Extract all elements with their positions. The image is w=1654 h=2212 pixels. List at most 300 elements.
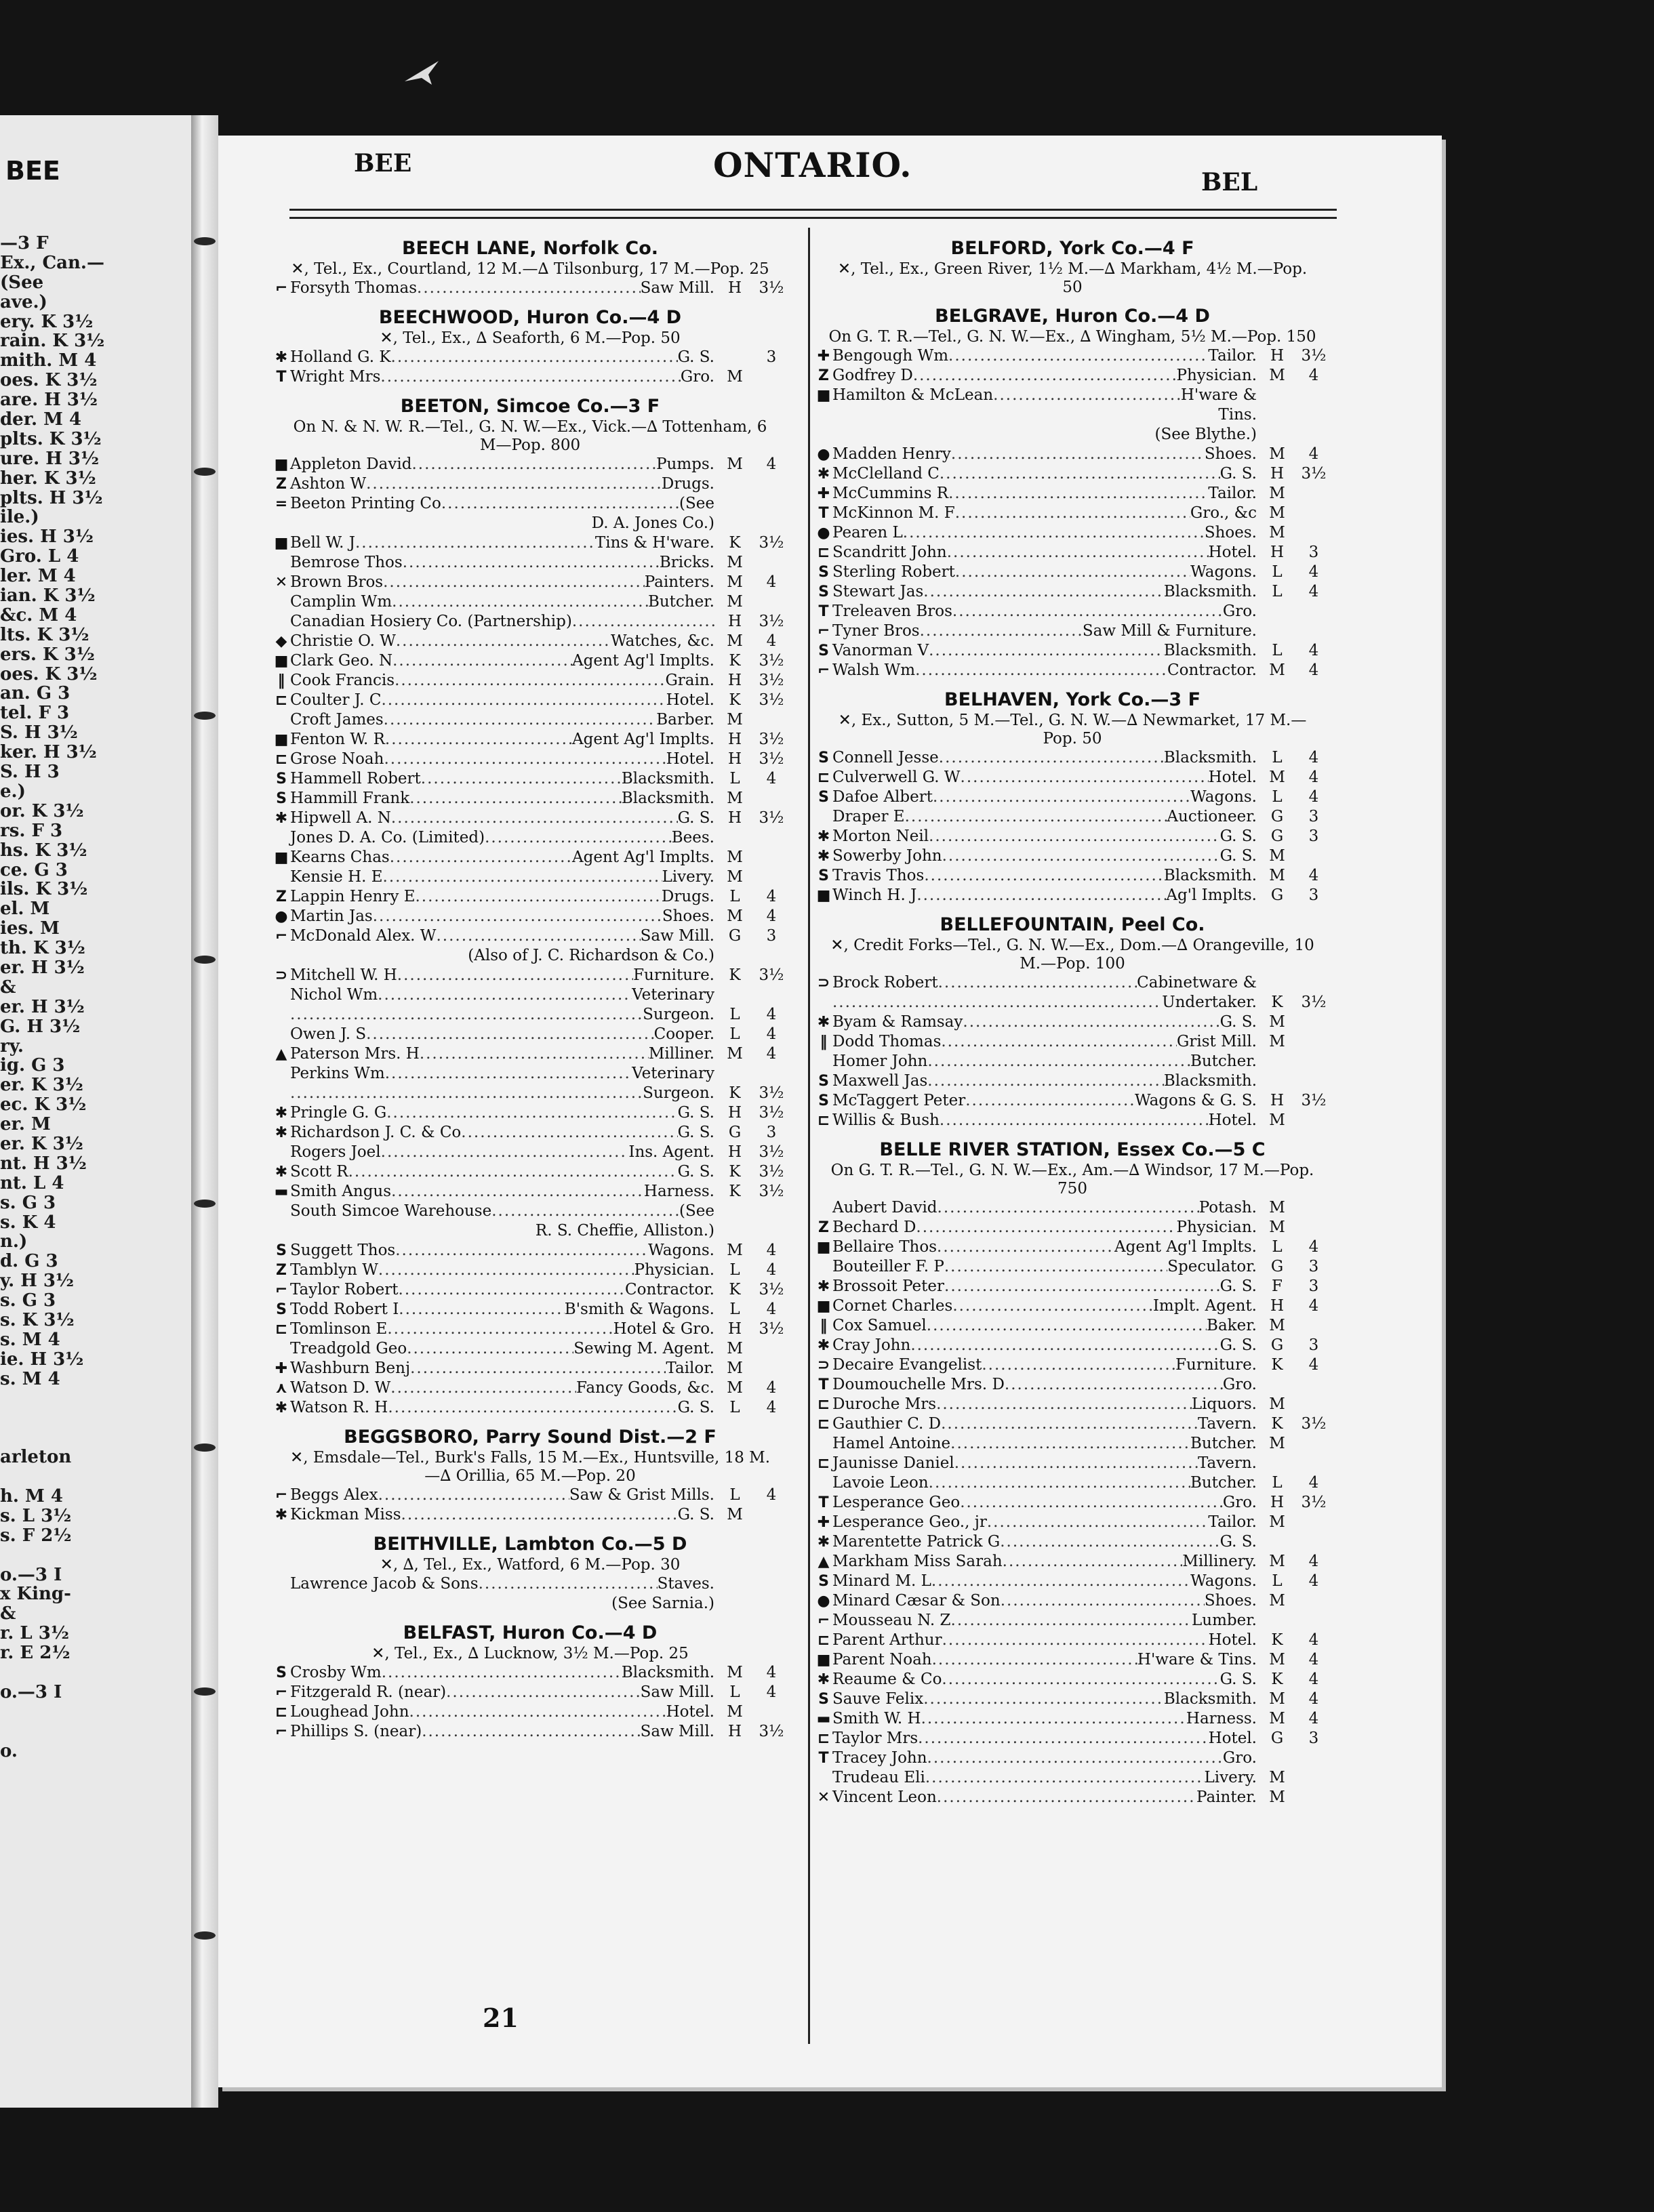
leader-dots [392,651,572,671]
capital-class: 4 [1308,769,1319,786]
business-entry [273,1261,788,1280]
capital-class: 3 [766,927,777,945]
business-entry [273,691,788,710]
capital-class: 3 [1308,1336,1319,1354]
business-trade: Agent Ag'l Implts. [1114,1238,1257,1256]
business-entry [273,1143,788,1162]
capital-class: 4 [1308,1710,1319,1727]
trade-symbol: T [276,369,287,386]
business-trade: Drugs. [661,475,714,493]
credit-rating: L [729,1399,740,1416]
trade-symbol: ✚ [817,348,830,365]
business-trade: Harness. [1186,1710,1257,1727]
business-trade: G. S. [677,1506,714,1523]
business-name: Minard Cæsar & Son [832,1592,1001,1610]
trade-symbol: T [818,1750,829,1767]
capital-class: 4 [766,1242,777,1259]
business-trade: Tailor. [1208,347,1257,365]
capital-class: 4 [1308,445,1319,463]
credit-rating: K [729,1183,741,1200]
business-entry [815,1473,1330,1493]
business-entry [815,582,1330,602]
credit-rating: K [729,1084,741,1102]
business-name: Markham Miss Sarah [832,1553,1003,1570]
credit-rating: M [1269,1769,1285,1786]
business-trade: B'smith & Wagons. [564,1300,714,1318]
trade-symbol: S [818,642,829,659]
facing-page-line: nt. H 3½ [0,1153,87,1174]
business-trade: Drugs. [661,888,714,905]
leader-dots [403,553,660,573]
business-entry [815,1355,1330,1375]
trade-symbol: ⊏ [817,544,830,561]
facing-page-line: or. K 3½ [0,801,84,821]
business-trade: Butcher. [1190,1052,1257,1070]
facing-page-line: n.) [0,1232,28,1252]
credit-rating: M [1269,1111,1285,1129]
trade-symbol: ⊏ [275,692,288,709]
business-name: Bellaire Thos [832,1238,937,1256]
credit-rating: H [727,672,742,689]
business-trade: Blacksmith. [1163,642,1257,659]
business-trade: Lumber. [1191,1612,1257,1629]
leader-dots [961,768,1209,787]
trade-symbol: ■ [274,456,289,473]
credit-rating: K [1271,1631,1283,1649]
trade-symbol: Z [818,367,829,384]
leader-dots [392,592,648,612]
business-trade: Blacksmith. [1163,1690,1257,1708]
capital-class: 3 [1308,1729,1319,1747]
trade-symbol: ⊏ [817,1396,830,1413]
business-trade: (See [679,495,714,512]
trade-symbol: S [276,790,287,807]
leader-dots [385,730,572,750]
business-name: Travis Thos [832,867,925,884]
business-trade: Bees. [671,829,714,846]
business-entry [273,573,788,592]
facing-page-line: plts. H 3½ [0,488,103,508]
business-name: Paterson Mrs. H [290,1045,420,1063]
credit-rating: M [1269,485,1285,502]
credit-rating: F [1272,1277,1283,1295]
place-listing [273,1622,788,1742]
trade-symbol: ■ [816,1298,831,1315]
trade-symbol: ⊃ [817,975,830,991]
leader-dots [951,445,1205,464]
leader-dots [572,612,714,632]
credit-rating: M [1269,367,1285,384]
facing-page-line: o.—3 I [0,1565,62,1585]
business-trade: G. S. [1219,827,1257,845]
business-name: Reaume & Co [832,1671,942,1688]
business-name: Hammill Frank [290,790,410,807]
business-entry [815,523,1330,543]
business-trade: Tins & H'ware. [594,534,714,552]
business-entry [815,1012,1330,1032]
business-entry [273,348,788,367]
facing-page-line: ies. M [0,919,60,939]
business-entry [815,1532,1330,1552]
trade-symbol: ⌐ [275,1723,288,1740]
credit-rating: M [727,907,743,925]
capital-class: 4 [1308,749,1319,766]
business-entry [273,1398,788,1418]
capital-class: 3 [1308,827,1319,845]
business-entry [815,1395,1330,1414]
trade-symbol: ✱ [817,1534,830,1551]
facing-page-line: rain. K 3½ [0,331,105,352]
business-entry [273,808,788,828]
business-entry [815,1454,1330,1473]
leader-dots [952,1296,1153,1316]
credit-rating: G [1270,827,1284,845]
business-name: South Simcoe Warehouse [290,1202,492,1220]
header-rule [289,209,1337,211]
credit-rating: H [727,613,742,630]
place-heading: BELLEFOUNTAIN, Peel Co. [940,914,1205,935]
business-entry [815,366,1330,386]
leader-dots [955,504,1190,523]
trade-symbol: ▲ [275,1046,287,1063]
facing-page-line: s. K 3½ [0,1310,75,1330]
business-name: Mousseau N. Z [832,1612,951,1629]
column-left [273,237,788,1750]
credit-rating: M [727,554,743,571]
business-entry [815,993,1330,1012]
leader-dots [384,710,657,730]
credit-rating: M [727,1359,743,1377]
leader-dots [929,827,1220,846]
business-name: Camplin Wm [290,593,392,611]
trade-symbol: ⌐ [817,623,830,640]
trade-symbol: ⊏ [275,751,288,768]
business-entry [815,1709,1330,1729]
credit-rating: M [1269,1592,1285,1610]
business-trade: Shoes. [1204,524,1257,541]
trade-symbol: Z [276,1262,287,1279]
credit-rating: M [727,1045,743,1063]
capital-class: 4 [766,1025,777,1043]
business-name: Gauthier C. D [832,1415,942,1433]
place-heading: BEECHWOOD, Huron Co.—4 D [378,307,682,328]
leader-dots [409,1702,666,1722]
business-trade: Cabinetware & [1137,974,1257,991]
trade-symbol: ✱ [275,1164,288,1181]
credit-rating: L [729,1006,740,1023]
business-entry [273,1722,788,1742]
leader-dots [390,1378,576,1398]
business-name: Dodd Thomas [832,1033,942,1050]
facing-page-line: ker. H 3½ [0,743,97,763]
trade-symbol: ▬ [816,1711,831,1727]
credit-rating: K [729,691,741,709]
binding-stitch [194,1200,216,1208]
business-name: Phillips S. (near) [290,1723,422,1740]
directory-page [218,136,1442,2087]
business-trade: Milliner. [648,1045,714,1063]
business-trade: Cooper. [653,1025,714,1043]
facing-page-line: Gro. L 4 [0,547,79,567]
business-name: Willis & Bush [832,1111,940,1129]
place-listing [815,305,1330,680]
trade-symbol: ✕ [817,1789,830,1806]
trade-symbol: S [276,771,287,787]
trade-symbol: S [276,1301,287,1318]
business-trade: Gro. [1222,1494,1257,1511]
business-name: Appleton David [290,455,412,473]
trade-symbol: ■ [816,887,831,904]
leader-dots [391,808,678,828]
business-name: Treleaven Bros [832,602,952,620]
leader-dots [382,1663,622,1683]
trade-symbol: ✱ [275,1507,288,1523]
business-entry [273,1103,788,1123]
leader-dots [417,279,641,298]
business-trade: G. S. [677,809,714,827]
business-trade: Hotel. [666,750,714,768]
business-entry [273,1574,788,1594]
business-name: Rogers Joel [290,1143,381,1161]
facing-page-line: der. M 4 [0,410,82,430]
business-trade: G. S. [677,1104,714,1122]
capital-class: 3½ [759,279,784,297]
facing-page-line: tel. F 3 [0,703,70,724]
leader-dots [942,1670,1219,1689]
business-name: Jaunisse Daniel [832,1454,954,1472]
capital-class: 4 [1308,661,1319,679]
leader-dots [987,1513,1209,1532]
business-trade: Saw Mill. [640,1683,714,1701]
business-name: Draper E [832,808,905,825]
capital-class: 3 [1308,544,1319,561]
business-trade: Shoes. [662,907,714,925]
facing-page-fragment [0,115,203,2108]
business-trade: Veterinary [632,1065,714,1082]
facing-page-line [0,1702,200,1722]
leader-dots [951,1611,1192,1631]
credit-rating: M [1269,1690,1285,1708]
facing-page-line: G. H 3½ [0,1017,81,1037]
business-name: Canadian Hosiery Co. (Partnership) [290,613,572,630]
business-trade: G. S. [1219,1336,1257,1354]
business-entry [815,886,1330,905]
business-entry [273,1378,788,1398]
business-trade: G. S. [677,1163,714,1181]
facing-page-line: oes. K 3½ [0,664,98,684]
leader-dots [942,1631,1209,1650]
credit-rating: H [1270,1494,1285,1511]
credit-rating: H [727,279,742,297]
leader-dots [955,562,1190,582]
business-name: Treadgold Geo [290,1340,407,1357]
capital-class: 3½ [759,1723,784,1740]
business-entry [815,602,1330,621]
capital-class: 3½ [759,750,784,768]
business-entry [273,651,788,671]
trade-symbol: S [818,1073,829,1090]
business-trade: Blacksmith. [621,790,714,807]
business-name: Doumouchelle Mrs. D [832,1376,1005,1393]
facing-page-line: th. K 3½ [0,939,85,958]
facing-page-line: rs. F 3 [0,821,63,841]
trade-symbol: ‖ [820,1033,828,1050]
business-name: Suggett Thos [290,1242,396,1259]
credit-rating: L [1272,563,1283,581]
credit-rating: M [727,1703,743,1721]
place-heading: BELGRAVE, Huron Co.—4 D [935,306,1210,327]
business-entry [815,386,1330,405]
credit-rating: M [727,632,743,650]
business-entry [815,866,1330,886]
facing-page-line: ies. H 3½ [0,527,94,548]
place-description: ✕, ∆, Tel., Ex., Watford, 6 M.—Pop. 30 [380,1556,681,1574]
trade-symbol: S [818,1092,829,1109]
business-name: Grose Noah [290,750,384,768]
trade-symbol: ✱ [275,1124,288,1141]
business-name: Brossoit Peter [832,1277,945,1295]
business-entry [815,661,1330,680]
business-entry [815,1513,1330,1532]
trade-symbol: ● [817,525,830,541]
business-name: Watson R. H [290,1399,388,1416]
business-entry [815,1032,1330,1052]
capital-class: 3 [1308,886,1319,904]
business-entry [815,1316,1330,1336]
facing-page-line: s. F 2½ [0,1525,72,1546]
trade-symbol: S [818,1573,829,1590]
leader-dots [965,1091,1135,1111]
business-entry [815,621,1330,641]
business-trade: Surgeon. [643,1006,714,1023]
business-name: Martin Jas [290,907,373,925]
leader-dots [390,848,572,867]
credit-rating: M [727,790,743,807]
trade-symbol: ⊏ [817,1455,830,1472]
running-head-right: BEL [1201,168,1258,197]
business-name: Taylor Mrs [832,1729,919,1747]
business-trade: Tavern. [1198,1415,1257,1433]
business-entry [273,985,788,1005]
capital-class: 3 [1308,1258,1319,1275]
credit-rating: M [1269,524,1285,541]
facing-page-line: ce. G 3 [0,860,68,880]
business-entry [815,1788,1330,1807]
facing-page-line: hs. K 3½ [0,840,87,861]
credit-rating: L [1272,642,1283,659]
place-heading: BEITHVILLE, Lambton Co.—5 D [373,1534,687,1555]
trade-symbol: ✱ [817,1337,830,1354]
credit-rating: M [1269,1199,1285,1216]
business-trade: G. S. [677,1124,714,1141]
business-trade: Shoes. [1204,445,1257,463]
business-name: Parent Noah [832,1651,932,1668]
trade-symbol: ■ [274,535,289,552]
leader-dots [479,1574,658,1594]
business-entry [273,848,788,867]
credit-rating: K [1271,994,1283,1011]
business-name: Marentette Patrick G [832,1533,1001,1551]
business-name: Bengough Wm [832,347,949,365]
business-name: Jones D. A. Co. (Limited) [290,829,485,846]
business-trade: Painter. [1196,1788,1257,1806]
trade-symbol: S [276,1242,287,1259]
place-heading: BEETON, Simcoe Co.—3 F [400,396,660,417]
business-entry [815,445,1330,464]
business-name: Kensie H. E [290,868,383,886]
trade-symbol: ● [817,446,830,463]
business-trade: Ag'l Implts. [1166,886,1257,904]
credit-rating: M [1269,1435,1285,1452]
business-trade: Agent Ag'l Implts. [572,731,714,748]
business-trade: Butcher. [647,593,714,611]
leader-dots [993,386,1181,405]
business-trade: G. S. [677,348,714,366]
place-description: ✕, Emsdale—Tel., Burk's Falls, 15 M.—Ex., Huntsville, 18 M.—∆ Orillia, 65 M.—Pop. 20 [289,1449,771,1485]
business-entry [815,1218,1330,1237]
capital-class: 3½ [759,1143,784,1161]
business-trade: Saw & Grist Mills. [569,1486,714,1504]
leader-dots [931,1572,1190,1591]
leader-dots [485,828,672,848]
trade-symbol: ✚ [817,485,830,502]
credit-rating: K [729,966,741,984]
business-entry [815,827,1330,846]
credit-rating: L [729,1261,740,1279]
business-name: Crosby Wm [290,1664,382,1681]
trade-symbol: ■ [274,731,289,748]
business-entry [815,562,1330,582]
business-name: Winch H. J [832,886,917,904]
business-entry [815,641,1330,661]
business-entry [273,750,788,769]
business-name: Bouteiller F. P [832,1258,944,1275]
trade-symbol: ● [275,908,288,925]
facing-page-line: er. H 3½ [0,958,85,978]
credit-rating: H [1270,465,1285,483]
business-name: Fenton W. R [290,731,385,748]
trade-symbol: ⊃ [817,1357,830,1374]
credit-rating: K [729,534,741,552]
capital-class: 3½ [1301,1415,1327,1433]
business-name: Sauve Felix [832,1690,924,1708]
business-trade: G. S. [1219,1277,1257,1295]
credit-rating: M [1269,1553,1285,1570]
credit-rating: M [727,1664,743,1681]
business-name: Decaire Evangelist [832,1356,982,1374]
trade-symbol: Z [818,1219,829,1236]
business-name: Smith Angus [290,1183,392,1200]
business-trade: Hotel & Gro. [613,1320,714,1338]
business-entry [815,1277,1330,1296]
business-entry [815,1611,1330,1631]
facing-page-line: ler. M 4 [0,567,76,587]
business-name: Cox Samuel [832,1317,927,1334]
capital-class: 3½ [759,1104,784,1122]
leader-dots [395,671,665,691]
business-trade: Gro., &c [1190,504,1257,522]
business-entry [273,966,788,985]
trade-symbol: ✱ [275,1105,288,1122]
trade-symbol: ◆ [275,633,287,650]
facing-page-line: o.—3 I [0,1682,62,1702]
business-name: Forsyth Thomas [290,279,418,297]
credit-rating: L [1272,583,1283,600]
capital-class: 4 [1308,788,1319,806]
business-name: Wright Mrs [290,368,381,386]
business-trade: Agent Ag'l Implts. [572,652,714,670]
business-name: Morton Neil [832,827,929,845]
